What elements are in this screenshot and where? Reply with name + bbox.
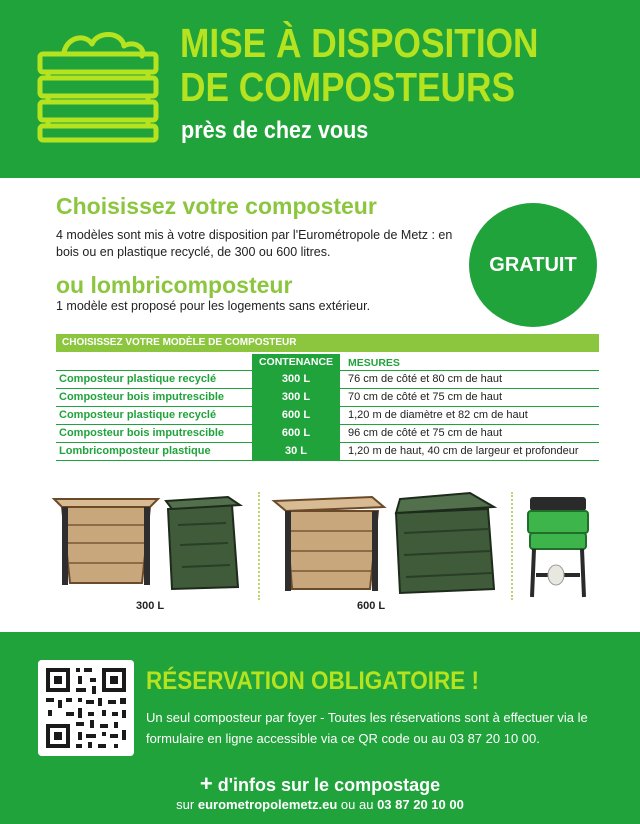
worm-composter-image (528, 497, 588, 597)
model-capacity: 300 L (252, 389, 340, 406)
table-row (56, 425, 599, 443)
table-row (56, 407, 599, 425)
column-measures: MESURES (348, 357, 400, 369)
lombri-heading: ou lombricomposteur (56, 272, 293, 298)
more-info (0, 771, 640, 797)
model-measures: 1,20 m de diamètre et 82 cm de haut (348, 409, 528, 421)
model-name: Lombricomposteur plastique (59, 445, 211, 457)
table-title: CHOISISSEZ VOTRE MODÈLE DE COMPOSTEUR (56, 334, 599, 352)
phone-number[interactable]: 03 87 20 10 00 (377, 797, 464, 812)
plus-icon: + (199, 771, 213, 796)
model-capacity: 600 L (252, 407, 340, 424)
reservation-text: Un seul composteur par foyer - Toutes les réservations sont à effectuer via le formulaire en ligne accessible via ce QR code ou au 03 87 20 10 00. (146, 710, 588, 746)
plastic-composter-600-image (396, 493, 494, 593)
model-measures: 1,20 m de haut, 40 cm de largeur et profondeur (348, 445, 579, 457)
label-300l: 300 L (136, 600, 165, 612)
model-name: Composteur plastique recyclé (59, 373, 217, 385)
model-capacity: 300 L (252, 371, 340, 388)
products-illustration (0, 485, 640, 625)
subtitle: près de chez vous (181, 117, 369, 144)
compost-crate-icon (34, 22, 162, 144)
model-capacity: 30 L (252, 443, 340, 460)
model-capacity: 600 L (252, 425, 340, 442)
website-link[interactable]: eurometropolemetz.eu (197, 797, 338, 812)
separator (511, 492, 513, 600)
model-measures: 70 cm de côté et 75 cm de haut (348, 391, 503, 403)
table-row (56, 443, 599, 461)
label-600l: 600 L (357, 600, 386, 612)
model-measures: 76 cm de côté et 80 cm de haut (348, 373, 503, 385)
choose-text: 4 modèles sont mis à votre disposition par l'Eurométropole de Metz : en bois ou en plastique recyclé, de 300 ou 600 litres. (56, 228, 453, 259)
site-prefix: sur (176, 797, 195, 812)
contact-line (0, 797, 640, 812)
models-table (56, 354, 599, 461)
title-line-2: DE COMPOSTEURS (180, 64, 516, 110)
plastic-composter-300-image (166, 497, 240, 589)
title-line-1: MISE À DISPOSITION (180, 20, 539, 66)
reservation-title: RÉSERVATION OBLIGATOIRE ! (146, 667, 479, 695)
wood-composter-300-image (54, 499, 158, 585)
wood-composter-600-image (274, 497, 384, 591)
more-info-text: d'infos sur le compostage (217, 775, 441, 795)
table-row (56, 371, 599, 389)
model-measures: 96 cm de côté et 75 cm de haut (348, 427, 503, 439)
site-or: ou au (340, 797, 374, 812)
separator (258, 492, 260, 600)
model-name: Composteur bois imputrescible (59, 427, 225, 439)
column-capacity: CONTENANCE (252, 354, 340, 370)
table-header-row (56, 354, 599, 371)
free-badge: GRATUIT (469, 203, 597, 327)
model-name: Composteur bois imputrescible (59, 391, 225, 403)
qr-code-icon[interactable] (38, 660, 134, 756)
choose-heading: Choisissez votre composteur (56, 193, 377, 219)
table-row (56, 389, 599, 407)
lombri-text: 1 modèle est proposé pour les logements sans extérieur. (56, 299, 371, 313)
model-name: Composteur plastique recyclé (59, 409, 217, 421)
